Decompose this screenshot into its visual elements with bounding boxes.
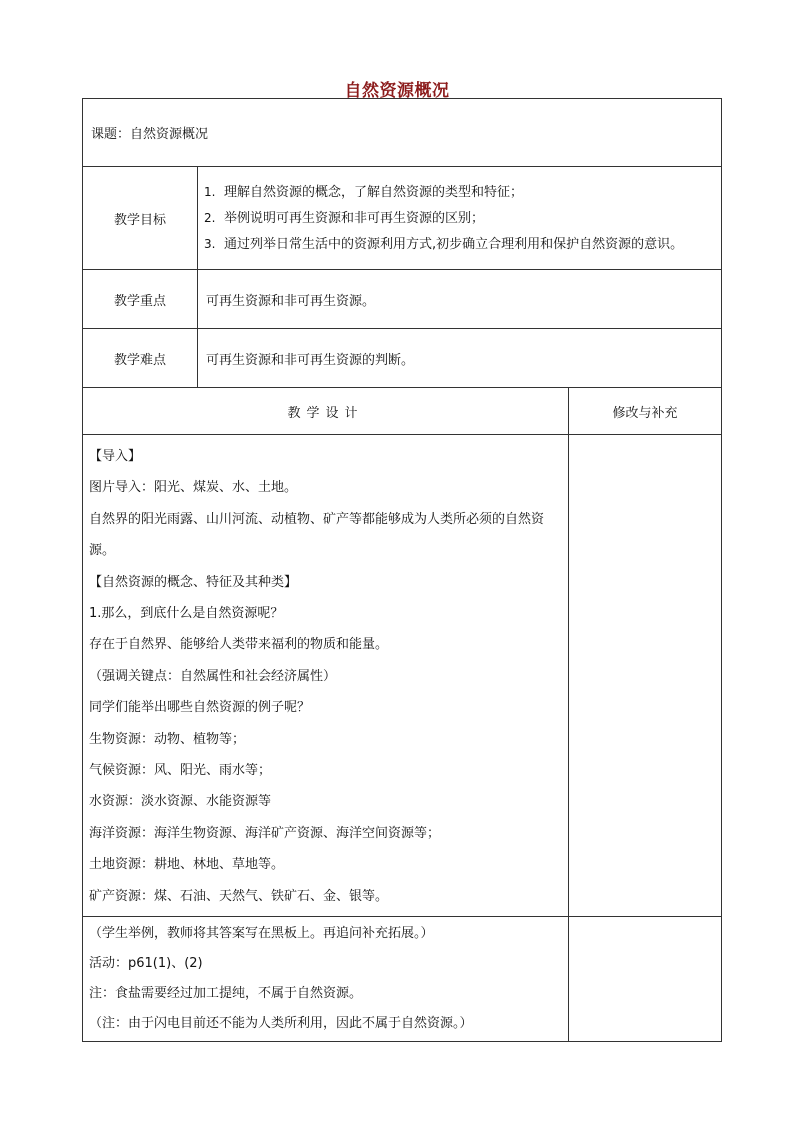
goal-text: 通过列举日常生活中的资源利用方式,初步确立合理利用和保护自然资源的意识。 [224, 237, 684, 252]
goal-text: 举例说明可再生资源和非可再生资源的区别； [224, 211, 485, 226]
difficulties-label: 教学难点 [83, 329, 198, 388]
goals-row [83, 167, 722, 270]
content-line: 土地资源：耕地、林地、草地等。 [89, 857, 285, 873]
content-line: 活动：p61(1)、(2) [89, 955, 203, 971]
content-line: 存在于自然界、能够给人类带来福利的物质和能量。 [89, 637, 389, 653]
content-line: 气候资源：风、阳光、雨水等； [89, 762, 272, 778]
goal-number: 3. [204, 237, 216, 251]
goal-number: 2. [204, 211, 216, 225]
modify-cell-2 [569, 916, 722, 1041]
content-line: 1.那么，到底什么是自然资源呢？ [89, 605, 284, 621]
key-points-value: 可再生资源和非可再生资源。 [198, 270, 722, 329]
section-heading: 【自然资源的概念、特征及其种类】 [89, 574, 298, 590]
content-line: 水资源：淡水资源、水能资源等 [89, 794, 272, 810]
content-row-2 [83, 916, 722, 1041]
content-line: 矿产资源：煤、石油、天然气、铁矿石、金、银等。 [89, 888, 389, 904]
modify-header: 修改与补充 [569, 388, 722, 435]
content-line: 生物资源：动物、植物等； [89, 731, 246, 747]
key-points-row [83, 270, 722, 329]
content-line: 图片导入：阳光、煤炭、水、土地。 [89, 480, 298, 496]
goals-label: 教学目标 [83, 167, 198, 270]
goal-text: 理解自然资源的概念，了解自然资源的类型和特征； [224, 185, 524, 200]
key-points-label: 教学重点 [83, 270, 198, 329]
design-header: 教学设计 [83, 388, 569, 435]
content-line: 海洋资源：海洋生物资源、海洋矿产资源、海洋空间资源等； [89, 825, 441, 841]
goal-number: 1. [204, 185, 216, 199]
content-line: （学生举例，教师将其答案写在黑板上。再追问补充拓展。） [89, 925, 434, 941]
goal-item [204, 205, 721, 231]
modify-cell-1 [569, 435, 722, 917]
content-paragraph: 自然界的阳光雨露、山川河流、动植物、矿产等都能够成为人类所必须的自然资源。 [89, 511, 545, 559]
difficulties-row [83, 329, 722, 388]
goal-item [204, 179, 721, 205]
goal-item [204, 231, 721, 257]
content-row-1 [83, 435, 722, 917]
goals-list [198, 175, 721, 261]
content-line: （注：由于闪电目前还不能为人类所利用，因此不属于自然资源。） [89, 1015, 473, 1031]
topic-cell: 课题：自然资源概况 [83, 99, 722, 167]
difficulties-value: 可再生资源和非可再生资源的判断。 [198, 329, 722, 388]
section-heading: 【导入】 [89, 449, 142, 464]
content-line: （强调关键点：自然属性和社会经济属性） [89, 668, 337, 684]
design-content-1 [83, 435, 569, 917]
goals-cell [198, 167, 722, 270]
lesson-plan-table [82, 98, 722, 1042]
design-content-2 [83, 916, 569, 1041]
design-header-row [83, 388, 722, 435]
content-line: 同学们能举出哪些自然资源的例子呢？ [89, 700, 311, 716]
document-title: 自然资源概况 [344, 81, 450, 101]
topic-row [83, 99, 722, 167]
content-line: 注：食盐需要经过加工提纯，不属于自然资源。 [89, 985, 363, 1001]
